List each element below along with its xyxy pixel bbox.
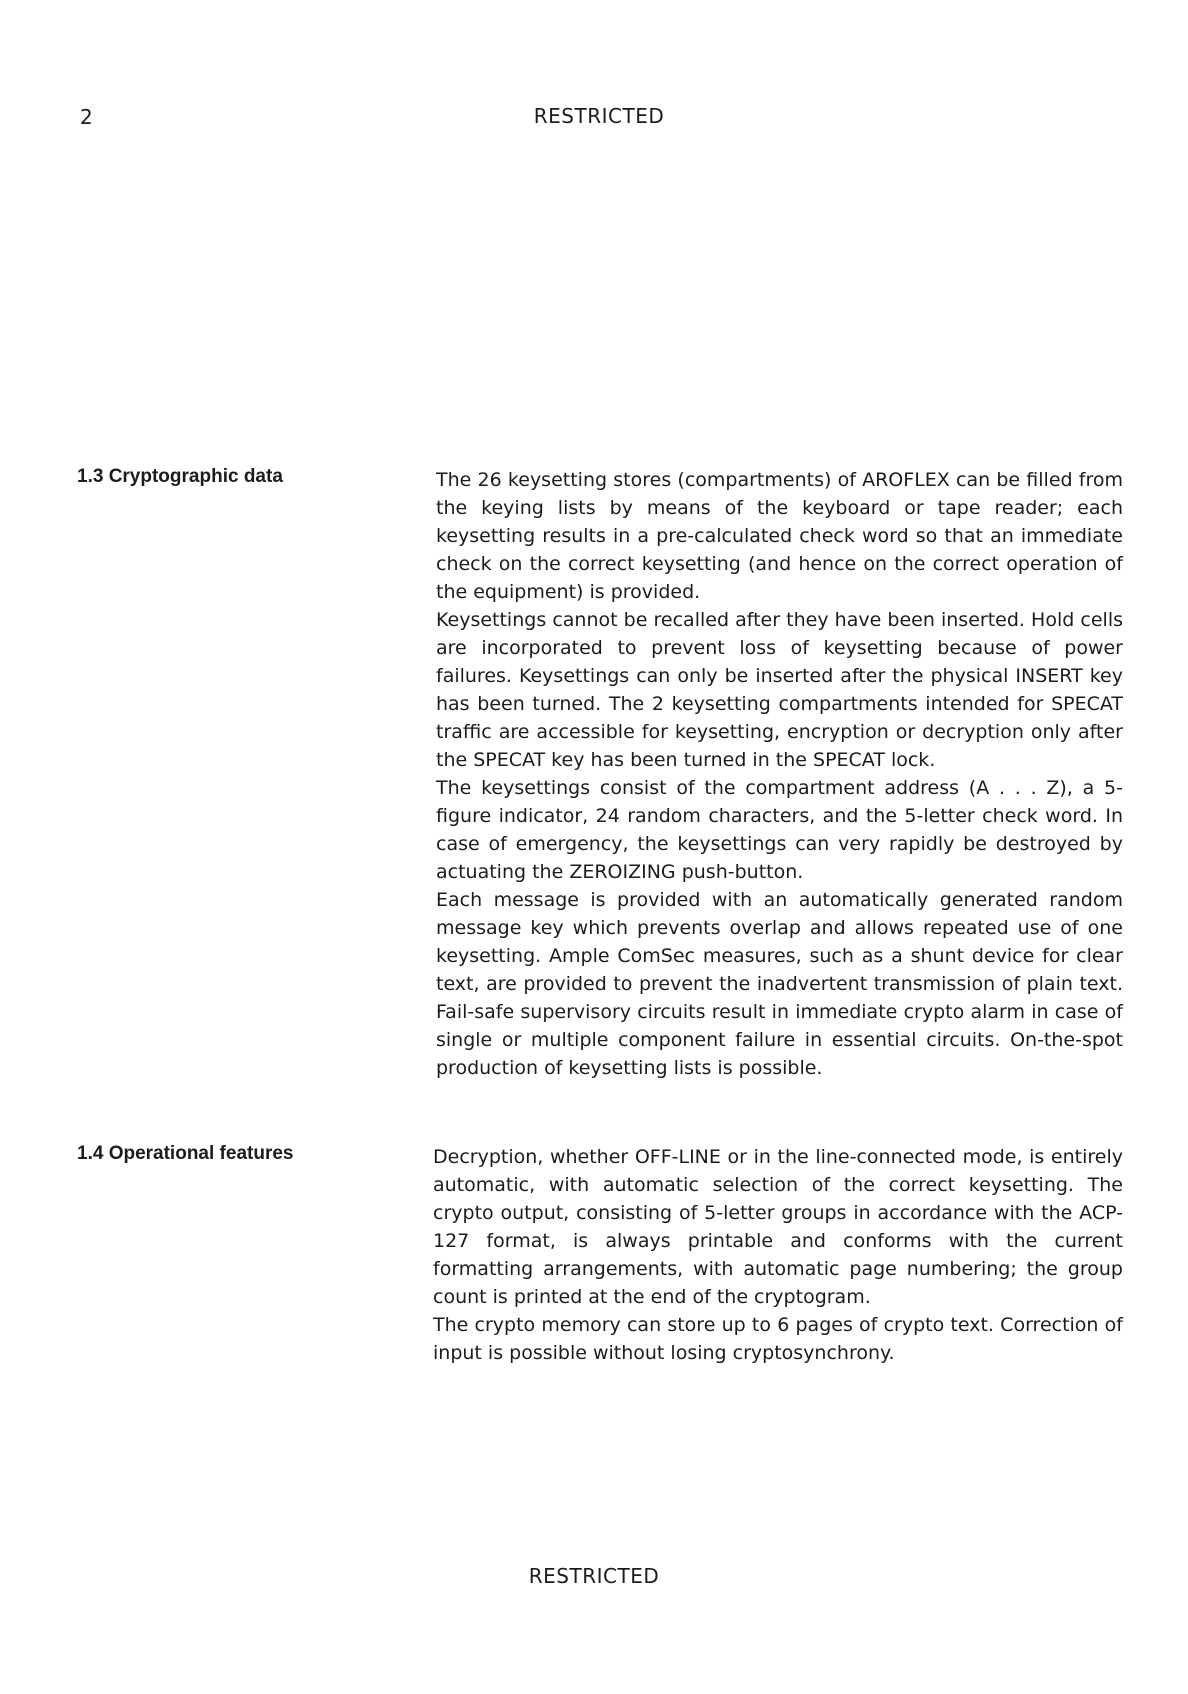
paragraph: Keysettings cannot be recalled after they have been inserted. Hold cells are incorporated to prevent loss of keysetting because of power failures. Keysettings can only be inserted after the physical INSERT key has been turned. The 2 keysetting compartments intended for SPECAT traffic are accessible for keysetting, encryption or decryption only after the SPECAT key has been turned in the SPECAT lock.	[436, 609, 1123, 771]
paragraph: Each message is provided with an automatically generated random message key which prevents overlap and allows repeated use of one keysetting. Ample ComSec measures, such as a shunt device for clear text, are provided to prevent the inadvertent transmission of plain text. Fail-safe supervisory circuits result in immediate crypto alarm in case of single or multiple component failure in essential circuits. On-the-spot production of keysetting lists is possible.	[436, 889, 1123, 1079]
paragraph: The keysettings consist of the compartment address (A . . . Z), a 5-figure indicator, 24 random characters, and the 5-letter check word. In case of emergency, the keysettings can very rapidly be destroyed by actuating the ZEROIZING push-button.	[436, 777, 1123, 883]
footer-classification: RESTRICTED	[528, 1564, 660, 1588]
section-heading: 1.4 Operational features	[77, 1143, 294, 1164]
header-classification: RESTRICTED	[533, 104, 665, 128]
section-body	[436, 466, 1123, 1082]
paragraph: Decryption, whether OFF-LINE or in the line-connected mode, is entirely automatic, with automatic selection of the correct keysetting. The crypto output, consisting of 5-letter groups in accordance with the ACP-127 format, is always printable and conforms with the current formatting arrangements, with automatic page numbering; the group count is printed at the end of the cryptogram.	[433, 1146, 1123, 1308]
section-heading: 1.3 Cryptographic data	[77, 466, 283, 487]
section-body	[433, 1143, 1123, 1367]
page-number: 2	[80, 105, 93, 129]
paragraph: The crypto memory can store up to 6 pages of crypto text. Correction of input is possible without losing cryptosynchrony.	[433, 1314, 1123, 1364]
paragraph: The 26 keysetting stores (compartments) of AROFLEX can be filled from the keying lists by means of the keyboard or tape reader; each keysetting results in a pre-calculated check word so that an immediate check on the correct keysetting (and hence on the correct operation of the equipment) is provided.	[436, 469, 1123, 603]
